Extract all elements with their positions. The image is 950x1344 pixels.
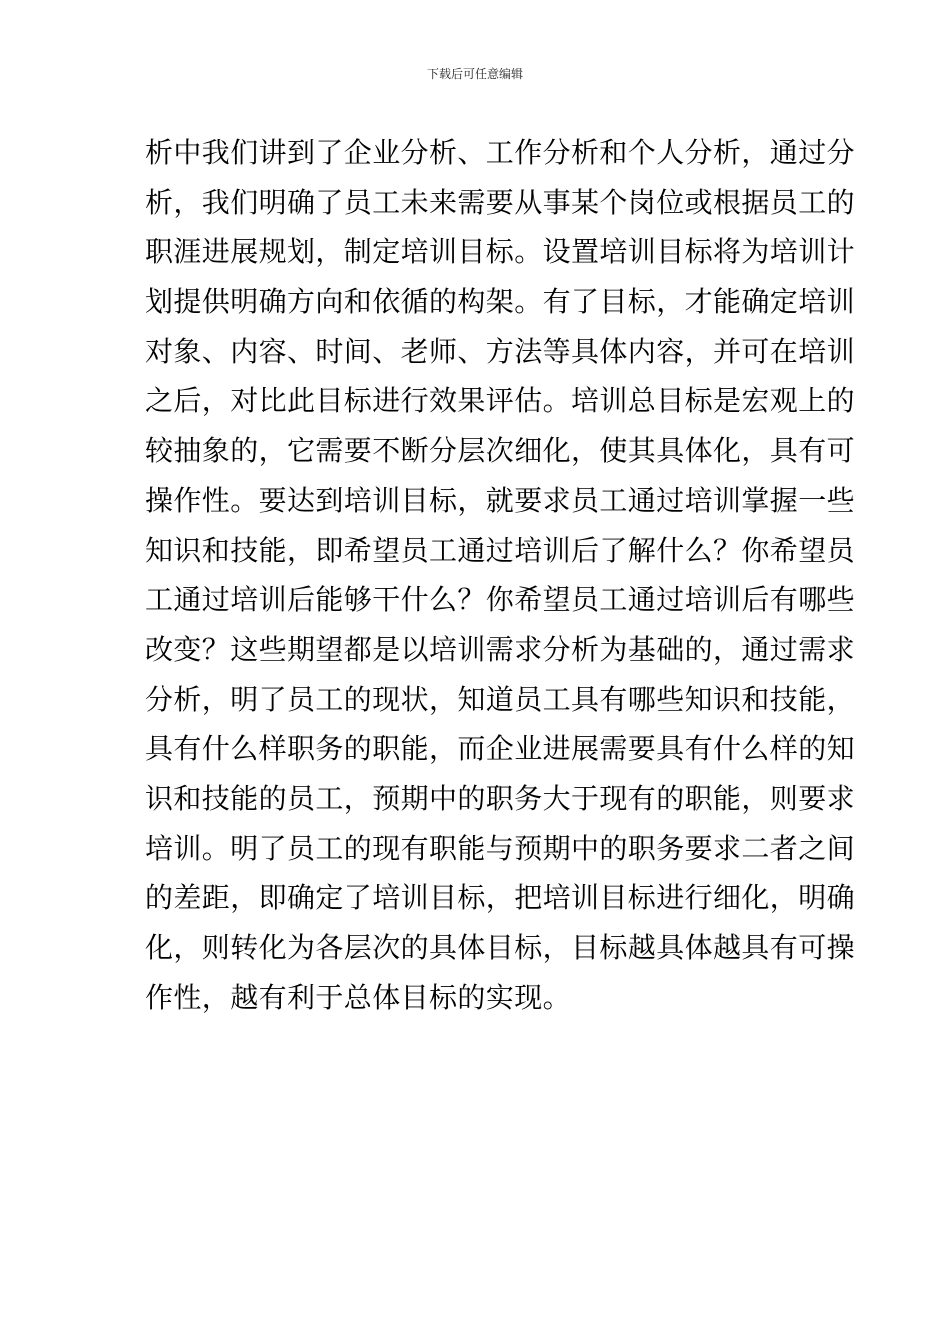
- body-paragraph: [145, 128, 856, 1022]
- paragraph-line: 化，则转化为各层次的具体目标，目标越具体越具有可操: [145, 931, 856, 964]
- paragraph-line: 职涯进展规划，制定培训目标。设置培训目标将为培训计: [145, 235, 856, 269]
- paragraph-line: 之后，对比此目标进行效果评估。培训总目标是宏观上的: [145, 384, 856, 418]
- paragraph-line: 较抽象的，它需要不断分层次细化，使其具体化，具有可: [145, 434, 856, 468]
- paragraph-line: 划提供明确方向和依循的构架。有了目标，才能确定培训: [145, 285, 856, 319]
- paragraph-line: 工通过培训后能够干什么？你希望员工通过培训后有哪些: [145, 583, 856, 617]
- paragraph-line: 析，我们明确了员工未来需要从事某个岗位或根据员工的: [145, 185, 856, 219]
- page-header: 下载后可任意编辑: [426, 67, 523, 81]
- paragraph-line: 知识和技能，即希望员工通过培训后了解什么？你希望员: [145, 533, 856, 567]
- paragraph-line: 具有什么样职务的职能，而企业进展需要具有什么样的知: [145, 732, 856, 766]
- paragraph-line: 识和技能的员工，预期中的职务大于现有的职能，则要求: [145, 781, 856, 815]
- paragraph-line: 分析，明了员工的现状，知道员工具有哪些知识和技能，: [145, 682, 856, 716]
- paragraph-line: 的差距，即确定了培训目标，把培训目标进行细化，明确: [145, 881, 856, 915]
- paragraph-line: 改变？这些期望都是以培训需求分析为基础的，通过需求: [145, 632, 856, 666]
- paragraph-line: 操作性。要达到培训目标，就要求员工通过培训掌握一些: [145, 483, 856, 517]
- paragraph-line: 培训。明了员工的现有职能与预期中的职务要求二者之间: [145, 831, 856, 865]
- paragraph-line: 对象、内容、时间、老师、方法等具体内容，并可在培训: [145, 334, 856, 368]
- paragraph-line: 作性，越有利于总体目标的实现。: [145, 980, 572, 1014]
- paragraph-line: 析中我们讲到了企业分析、工作分析和个人分析，通过分: [145, 136, 856, 169]
